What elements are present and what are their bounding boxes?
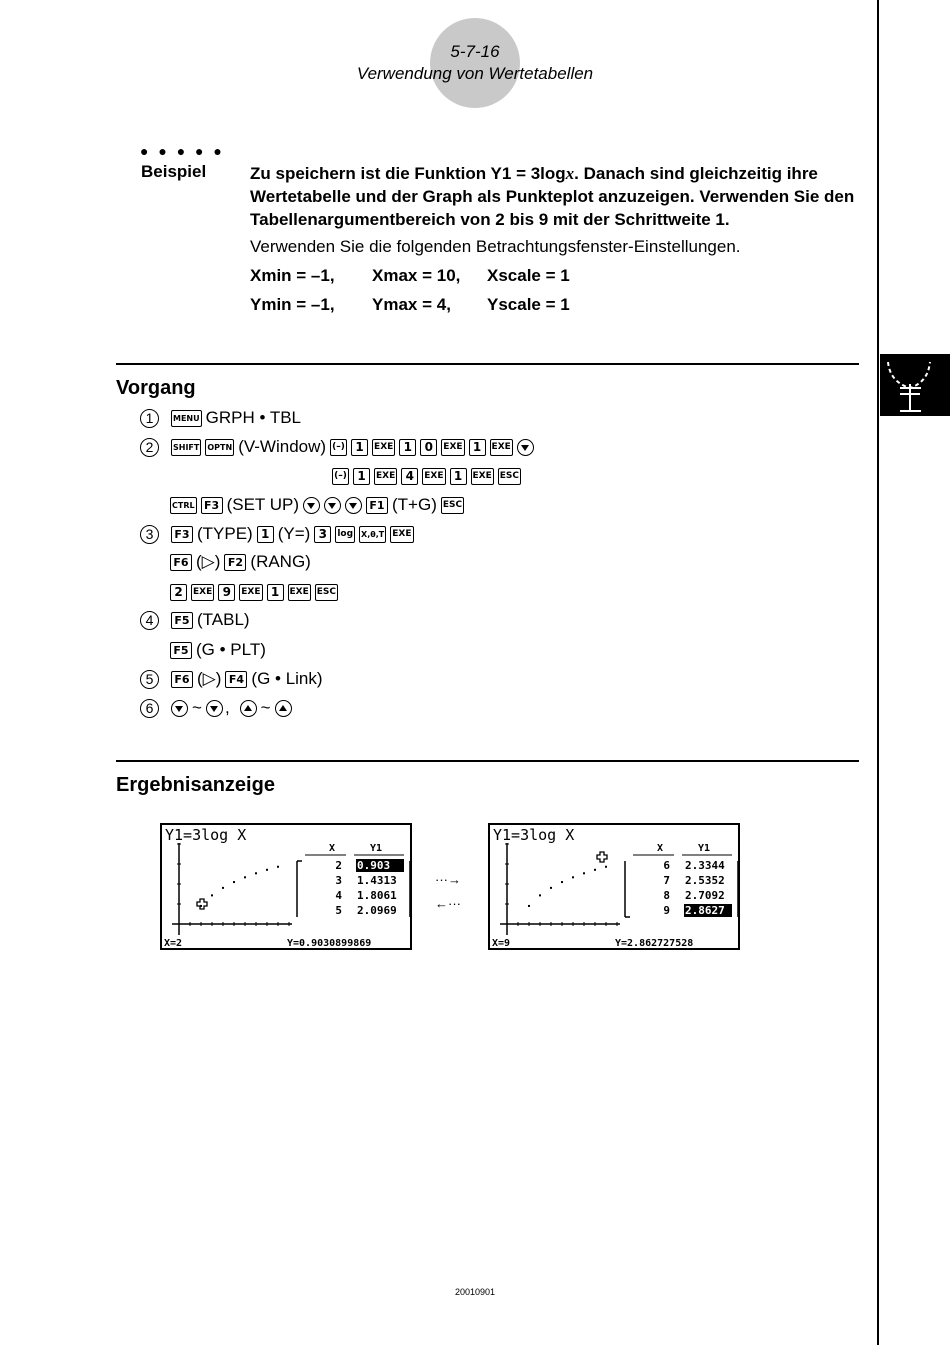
trace-cursor-icon — [597, 852, 607, 862]
screen-2-graphic — [490, 825, 742, 952]
step-2-setup — [168, 492, 466, 518]
f6-key[interactable]: F6 — [170, 554, 192, 571]
exe-key[interactable]: EXE — [191, 584, 214, 601]
step-6 — [140, 695, 294, 721]
screen-1-col-x: X — [329, 843, 336, 854]
cursor-up-icon[interactable] — [240, 700, 257, 717]
f5-key[interactable]: F5 — [170, 642, 192, 659]
screen-2-function: Y1=3log X — [493, 826, 575, 844]
cursor-down-icon[interactable] — [345, 497, 362, 514]
cursor-down-icon[interactable] — [206, 700, 223, 717]
divider-1 — [116, 363, 859, 365]
esc-key[interactable]: ESC — [498, 468, 521, 485]
yeq-label: (Y=) — [277, 524, 311, 543]
f3-key[interactable]: F3 — [171, 526, 193, 543]
table-cell-y: 1.8061 — [357, 889, 397, 902]
step-number: 1 — [140, 409, 159, 428]
cursor-down-icon[interactable] — [517, 439, 534, 456]
plot-point — [583, 872, 585, 874]
screen-2-col-y: Y1 — [698, 843, 711, 854]
key-1[interactable]: 1 — [353, 468, 370, 485]
plot-point — [255, 872, 257, 874]
tabl-label: (TABL) — [197, 610, 250, 629]
step-3-rang — [168, 549, 313, 575]
setting-xmin: Xmin = –1, — [250, 266, 335, 285]
key-9[interactable]: 9 — [218, 584, 235, 601]
step-number: 3 — [140, 525, 159, 544]
cursor-up-icon[interactable] — [275, 700, 292, 717]
calculator-screen-2 — [488, 823, 740, 950]
plot-point — [222, 887, 224, 889]
screen-1-function: Y1=3log X — [165, 826, 247, 844]
f5-key[interactable]: F5 — [171, 612, 193, 629]
setting-ymin: Ymin = –1, — [250, 295, 335, 314]
f1-key[interactable]: F1 — [366, 497, 388, 514]
key-4[interactable]: 4 — [401, 468, 418, 485]
exe-key[interactable]: EXE — [490, 439, 513, 456]
plot-point — [266, 869, 268, 871]
step-3 — [140, 521, 416, 547]
key-0[interactable]: 0 — [420, 439, 437, 456]
plot-point — [211, 894, 213, 896]
example-text-part2: . Danach sind gleichzeitig ihre Wertetabelle und der Graph als Punkteplot anzuzeigen. Verwenden Sie den Tabellenargumentbereich von 2 bis 9 mit der Schrittweite 1. — [250, 164, 855, 229]
next-label: (▷) — [197, 669, 222, 688]
header-circle — [430, 18, 520, 108]
table-cell-y: 2.5352 — [685, 874, 725, 887]
setting-xmax: Xmax = 10, — [372, 266, 461, 285]
exe-key[interactable]: EXE — [372, 439, 395, 456]
table-cell-x: 8 — [663, 889, 670, 902]
table-cell-x: 6 — [663, 859, 670, 872]
shift-key[interactable]: SHIFT — [171, 439, 201, 456]
table-cell-x: 9 — [663, 904, 670, 917]
table-cell-y: 2.0969 — [357, 904, 397, 917]
screen-2-status-x: X=9 — [492, 938, 511, 949]
x-theta-t-key[interactable]: X,θ,T — [359, 526, 386, 543]
key-1[interactable]: 1 — [351, 439, 368, 456]
screen-1-status-x: X=2 — [164, 938, 183, 949]
example-text — [250, 162, 862, 231]
comma-label: , — [224, 698, 230, 717]
exe-key[interactable]: EXE — [374, 468, 397, 485]
step-5 — [140, 666, 325, 692]
arrow-right: ···→ — [435, 872, 461, 887]
f2-key[interactable]: F2 — [224, 554, 246, 571]
key-1[interactable]: 1 — [399, 439, 416, 456]
tilde-label: ~ — [192, 698, 202, 717]
example-text-var: x — [565, 164, 575, 183]
setting-yscale: Yscale = 1 — [487, 295, 570, 314]
step-number: 5 — [140, 670, 159, 689]
arrow-left: ←··· — [435, 896, 461, 911]
key-1[interactable]: 1 — [469, 439, 486, 456]
screen-2-col-x: X — [657, 843, 664, 854]
step-4 — [140, 607, 252, 633]
cursor-down-icon[interactable] — [324, 497, 341, 514]
negative-key[interactable]: (–) — [332, 468, 349, 485]
cursor-down-icon[interactable] — [303, 497, 320, 514]
setting-ymax: Ymax = 4, — [372, 295, 451, 314]
exe-key[interactable]: EXE — [422, 468, 445, 485]
tg-label: (T+G) — [392, 495, 437, 514]
key-3[interactable]: 3 — [314, 526, 331, 543]
plot-point — [561, 881, 563, 883]
screen-1-col-y: Y1 — [370, 843, 383, 854]
plot-point — [244, 876, 246, 878]
step-number: 2 — [140, 438, 159, 457]
rang-label: (RANG) — [250, 552, 311, 571]
step-number: 4 — [140, 611, 159, 630]
exe-key[interactable]: EXE — [441, 439, 464, 456]
plot-point — [539, 894, 541, 896]
settings-row-x — [250, 266, 570, 286]
f4-key[interactable]: F4 — [225, 671, 247, 688]
screen-2-status-y: Y=2.862727528 — [615, 938, 694, 949]
plot-point — [594, 869, 596, 871]
f6-key[interactable]: F6 — [171, 671, 193, 688]
exe-key[interactable]: EXE — [239, 584, 262, 601]
key-1[interactable]: 1 — [267, 584, 284, 601]
step-2-cont — [330, 463, 523, 489]
next-label: (▷) — [196, 552, 221, 571]
v-window-label: (V-Window) — [238, 437, 327, 456]
exe-key[interactable]: EXE — [390, 526, 413, 543]
step-number: 6 — [140, 699, 159, 718]
cursor-down-icon[interactable] — [171, 700, 188, 717]
plot-point — [550, 887, 552, 889]
table-cell-y: 2.7092 — [685, 889, 725, 902]
key-1[interactable]: 1 — [257, 526, 274, 543]
graph-function-icon — [880, 354, 950, 416]
negative-key[interactable]: (–) — [330, 439, 347, 456]
example-dots: ● ● ● ● ● — [140, 143, 225, 159]
settings-row-y — [250, 295, 570, 315]
step-2 — [140, 434, 536, 460]
divider-2 — [116, 760, 859, 762]
right-margin-rule — [877, 0, 879, 1345]
plot-point — [605, 866, 607, 868]
plot-point — [572, 876, 574, 878]
esc-key[interactable]: ESC — [441, 497, 464, 514]
plot-point — [277, 866, 279, 868]
screen-1-graphic — [162, 825, 414, 952]
type-label: (TYPE) — [197, 524, 253, 543]
table-cell-y: 0.903 — [357, 859, 391, 872]
plot-point — [233, 881, 235, 883]
calculator-screen-1 — [160, 823, 412, 950]
trace-cursor-icon — [197, 899, 207, 909]
step-1 — [140, 405, 303, 431]
grph-tbl-label: GRPH • TBL — [205, 408, 302, 427]
table-cell-x: 2 — [335, 859, 342, 872]
example-subtext: Verwenden Sie die folgenden Betrachtungsfenster-Einstellungen. — [250, 237, 741, 256]
f3-key[interactable]: F3 — [201, 497, 223, 514]
set-up-label: (SET UP) — [226, 495, 300, 514]
esc-key[interactable]: ESC — [315, 584, 338, 601]
exe-key[interactable]: EXE — [471, 468, 494, 485]
footer-code: 20010901 — [454, 1287, 496, 1297]
table-cell-x: 3 — [335, 874, 342, 887]
optn-key[interactable]: OPTN — [205, 439, 234, 456]
result-title: Ergebnisanzeige — [116, 774, 275, 796]
key-2[interactable]: 2 — [170, 584, 187, 601]
table-cell-y: 2.3344 — [685, 859, 725, 872]
key-1[interactable]: 1 — [450, 468, 467, 485]
table-cell-x: 4 — [335, 889, 342, 902]
screen-1-status-y: Y=0.9030899869 — [287, 938, 372, 949]
step-4-plot — [168, 637, 268, 663]
plot-point — [528, 905, 530, 907]
exe-key[interactable]: EXE — [288, 584, 311, 601]
step-3-range-values — [168, 579, 340, 605]
chapter-tab — [880, 354, 950, 416]
log-key[interactable]: log — [335, 526, 355, 543]
tilde-label: ~ — [260, 698, 271, 717]
page-title: Verwendung von Wertetabellen — [356, 64, 594, 83]
g-link-label: (G • Link) — [251, 669, 323, 688]
example-label: Beispiel — [141, 162, 207, 181]
ctrl-key[interactable]: CTRL — [170, 497, 197, 514]
g-plt-label: (G • PLT) — [196, 640, 266, 659]
menu-key[interactable]: MENU — [171, 410, 202, 427]
page-number: 5-7-16 — [450, 42, 500, 61]
setting-xscale: Xscale = 1 — [487, 266, 570, 285]
table-cell-y: 2.8627 — [685, 904, 725, 917]
example-text-part1: Zu speichern ist die Funktion Y1 = 3log — [250, 164, 566, 183]
table-cell-x: 5 — [335, 904, 342, 917]
table-cell-x: 7 — [663, 874, 670, 887]
procedure-title: Vorgang — [116, 377, 196, 399]
table-cell-y: 1.4313 — [357, 874, 397, 887]
